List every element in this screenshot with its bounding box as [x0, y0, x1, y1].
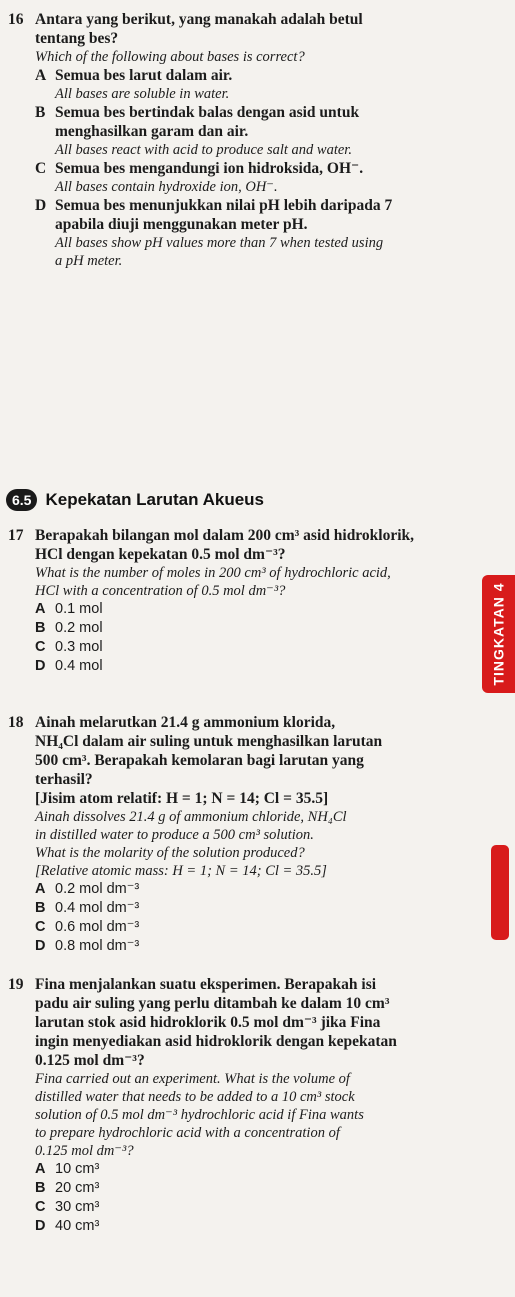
question-17: 17 Berapakah bilangan mol dalam 200 cm³ asid hidroklorik, HCl dengan kepekatan 0.5 mol dm⁻³? What is the number of moles in 200 cm³ of hydrochloric acid, HCl with a concentration of 0.5 mol dm⁻³? A 0.1 mol B 0.2 mol C 0.3 mol D 0.4 mol	[8, 526, 478, 676]
option-a[interactable]: A Semua bes larut dalam air.	[35, 67, 233, 84]
option-b[interactable]: B 20 cm³	[35, 1180, 100, 1196]
question-16-english: Which of the following about bases is correct?	[35, 49, 305, 65]
question-16: 16 Antara yang berikut, yang manakah adalah betul tentang bes? Which of the following about bases is correct? A Semua bes larut dalam air. All bases are soluble in water. B Semua bes bertindak balas dengan asid untuk menghasilkan garam dan air. All bases react with acid to produce salt and water. C Semua bes mengandungi ion hidroksida, OH⁻. All bases contain hydroxide ion, OH⁻. D Semua bes menunjukkan nilai pH lebih daripada 7 apabila diuji menggunakan meter pH. All bases show pH values more than 7 when tested using a pH meter.	[8, 10, 480, 270]
option-c[interactable]: C 0.6 mol dm⁻³	[35, 919, 140, 935]
question-number: 18	[8, 714, 24, 731]
form-level-tab	[482, 575, 515, 693]
option-d[interactable]: D 40 cm³	[35, 1218, 100, 1234]
option-a[interactable]: A 0.2 mol dm⁻³	[35, 881, 140, 897]
option-c[interactable]: C Semua bes mengandungi ion hidroksida, OH⁻.	[35, 160, 364, 177]
option-b[interactable]: B Semua bes bertindak balas dengan asid untuk	[35, 104, 360, 121]
question-19: 19 Fina menjalankan suatu eksperimen. Berapakah isi padu air suling yang perlu ditambah ke dalam 10 cm³ larutan stok asid hidroklorik 0.5 mol dm⁻³ jika Fina ingin menyediakan asid hidroklorik dengan kepekatan 0.125 mol dm⁻³? Fina carried out an experiment. What is the volume of distilled water that needs to be added to a 10 cm³ stock solution of 0.5 mol dm⁻³ hydrochloric acid if Fina wants to prepare hydrochloric acid with a concentration of 0.125 mol dm⁻³? A 10 cm³ B 20 cm³ C 30 cm³ D 40 cm³	[8, 975, 480, 1236]
option-d[interactable]: D 0.4 mol	[35, 658, 103, 674]
section-number-badge: 6.5	[6, 489, 37, 511]
option-b[interactable]: B 0.2 mol	[35, 620, 103, 636]
side-marker-bar	[491, 845, 509, 940]
option-d[interactable]: D Semua bes menunjukkan nilai pH lebih daripada 7	[35, 197, 393, 214]
question-18: 18 Ainah melarutkan 21.4 g ammonium klorida, NH₄Cl dalam air suling untuk menghasilkan larutan 500 cm³. Berapakah kemolaran bagi larutan yang terhasil? [Jisim atom relatif: H = 1; N = 14; Cl = 35.5] Ainah dissolves 21.4 g of ammonium chloride, NH₄Cl in distilled water to produce a 500 cm³ solution. What is the molarity of the solution produced? [Relative atomic mass: H = 1; N = 14; Cl = 35.5] A 0.2 mol dm⁻³ B 0.4 mol dm⁻³ C 0.6 mol dm⁻³ D 0.8 mol dm⁻³	[8, 713, 480, 956]
form-level-label: TINGKATAN 4	[490, 582, 507, 686]
question-16-text: 16 Antara yang berikut, yang manakah adalah betul	[8, 11, 363, 28]
section-heading	[6, 489, 264, 511]
option-a[interactable]: A 10 cm³	[35, 1161, 100, 1177]
option-d[interactable]: D 0.8 mol dm⁻³	[35, 938, 140, 954]
question-number: 16	[8, 11, 24, 28]
option-c[interactable]: C 30 cm³	[35, 1199, 100, 1215]
question-number: 17	[8, 527, 24, 544]
option-c[interactable]: C 0.3 mol	[35, 639, 103, 655]
option-b[interactable]: B 0.4 mol dm⁻³	[35, 900, 140, 916]
option-a[interactable]: A 0.1 mol	[35, 601, 103, 617]
question-number: 19	[8, 976, 24, 993]
section-title: Kepekatan Larutan Akueus	[45, 490, 265, 509]
